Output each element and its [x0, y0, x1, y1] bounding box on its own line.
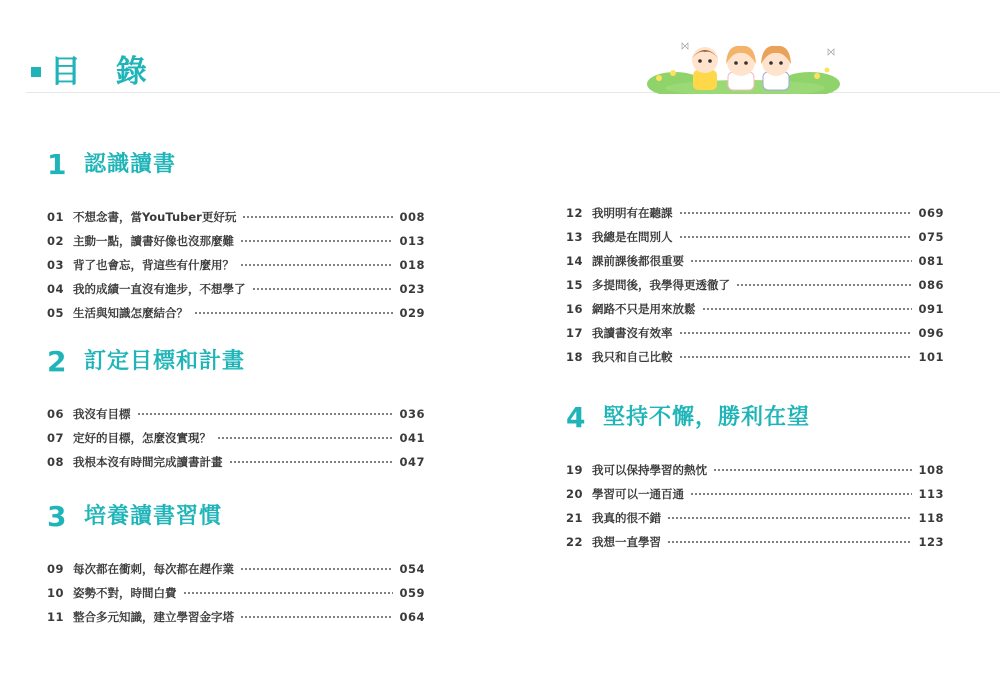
- entry-title: 網路不只是用來放鬆: [592, 302, 696, 316]
- dot-leader: [702, 308, 913, 310]
- dot-leader: [240, 264, 393, 266]
- toc-entry[interactable]: [47, 450, 425, 474]
- toc-entry[interactable]: [566, 321, 944, 345]
- entry-number: 11: [47, 610, 65, 624]
- toc-entry[interactable]: [47, 426, 425, 450]
- entry-page: 041: [399, 431, 425, 445]
- toc-entry[interactable]: [47, 581, 425, 605]
- toc-left-column: [47, 145, 425, 629]
- toc-entry[interactable]: [566, 345, 944, 369]
- entry-page: 064: [399, 610, 425, 624]
- section-title: 訂定目標和計畫: [84, 349, 246, 374]
- entry-title: 我真的很不錯: [592, 511, 661, 525]
- entry-page: 075: [918, 230, 944, 244]
- toc-section: [47, 145, 425, 325]
- dot-leader: [240, 568, 393, 570]
- entry-page: 101: [918, 350, 944, 364]
- entry-title: 課前課後都很重要: [592, 254, 684, 268]
- dot-leader: [217, 437, 393, 439]
- dot-leader: [679, 332, 913, 334]
- entry-title: 我讀書沒有效率: [592, 326, 673, 340]
- entry-page: 081: [918, 254, 944, 268]
- dot-leader: [713, 469, 912, 471]
- toc-section: [47, 497, 425, 629]
- entry-title: 生活與知識怎麼結合？: [73, 306, 188, 320]
- entry-title: 我的成績一直沒有進步，不想學了: [73, 282, 246, 296]
- toc-entry[interactable]: [47, 402, 425, 426]
- toc-entry[interactable]: [566, 482, 944, 506]
- entry-number: 20: [566, 487, 584, 501]
- dot-leader: [240, 616, 393, 618]
- entry-number: 05: [47, 306, 65, 320]
- toc-entry[interactable]: [566, 506, 944, 530]
- toc-entry[interactable]: [47, 205, 425, 229]
- dot-leader: [679, 236, 913, 238]
- entry-number: 16: [566, 302, 584, 316]
- dot-leader: [679, 212, 913, 214]
- entry-number: 12: [566, 206, 584, 220]
- entry-title: 主動一點，讀書好像也沒那麼難: [73, 234, 234, 248]
- entry-page: 118: [918, 511, 944, 525]
- entry-title: 姿勢不對，時間白費: [73, 586, 177, 600]
- entry-title: 我只和自己比較: [592, 350, 673, 364]
- dot-leader: [667, 541, 912, 543]
- toc-section: [47, 342, 425, 474]
- toc-right-column: [566, 201, 944, 554]
- entry-number: 08: [47, 455, 65, 469]
- entry-title: 我明明有在聽課: [592, 206, 673, 220]
- toc-entry[interactable]: [566, 201, 944, 225]
- toc-entry[interactable]: [566, 273, 944, 297]
- dot-leader: [252, 288, 394, 290]
- page-title: 目 錄: [50, 54, 159, 90]
- entry-page: 096: [918, 326, 944, 340]
- entry-title: 整合多元知識，建立學習金字塔: [73, 610, 234, 624]
- dot-leader: [736, 284, 912, 286]
- entry-number: 09: [47, 562, 65, 576]
- entry-page: 018: [399, 258, 425, 272]
- dot-leader: [229, 461, 394, 463]
- entry-title: 我想一直學習: [592, 535, 661, 549]
- entry-page: 091: [918, 302, 944, 316]
- section-title: 認識讀書: [84, 152, 177, 177]
- entry-number: 17: [566, 326, 584, 340]
- entry-page: 086: [918, 278, 944, 292]
- entry-number: 01: [47, 210, 65, 224]
- entry-title: 我沒有目標: [73, 407, 131, 421]
- entry-title: 多提問後，我學得更透徹了: [592, 278, 730, 292]
- dot-leader: [240, 240, 393, 242]
- section-title: 堅持不懈，勝利在望: [603, 405, 811, 430]
- entry-title: 背了也會忘，背這些有什麼用？: [73, 258, 234, 272]
- toc-entry[interactable]: [566, 225, 944, 249]
- toc-entry[interactable]: [47, 301, 425, 325]
- section-number: 3: [47, 500, 67, 533]
- section-number: 4: [566, 401, 586, 434]
- toc-section-continued: [566, 201, 944, 369]
- section-title: 培養讀書習慣: [84, 504, 223, 529]
- title-square-marker: [31, 67, 41, 77]
- toc-entry[interactable]: [566, 249, 944, 273]
- section-heading: [47, 342, 425, 382]
- entry-page: 108: [918, 463, 944, 477]
- entry-page: 113: [918, 487, 944, 501]
- entry-number: 15: [566, 278, 584, 292]
- dot-leader: [137, 413, 394, 415]
- entry-number: 06: [47, 407, 65, 421]
- section-number: 2: [47, 345, 67, 378]
- section-number: 1: [47, 148, 67, 181]
- entry-title: 我總是在問別人: [592, 230, 673, 244]
- toc-entry[interactable]: [47, 557, 425, 581]
- entry-title: 不想念書，當YouTuber更好玩: [73, 210, 237, 224]
- toc-entry[interactable]: [47, 605, 425, 629]
- section-heading: [566, 398, 944, 438]
- entry-number: 03: [47, 258, 65, 272]
- entry-page: 069: [918, 206, 944, 220]
- entry-number: 14: [566, 254, 584, 268]
- dot-leader: [242, 216, 393, 218]
- entry-page: 013: [399, 234, 425, 248]
- entry-page: 029: [399, 306, 425, 320]
- entry-page: 054: [399, 562, 425, 576]
- entry-number: 22: [566, 535, 584, 549]
- entry-number: 19: [566, 463, 584, 477]
- entry-page: 047: [399, 455, 425, 469]
- dot-leader: [183, 592, 394, 594]
- dot-leader: [667, 517, 912, 519]
- toc-entry[interactable]: [566, 297, 944, 321]
- entry-number: 18: [566, 350, 584, 364]
- entry-title: 每次都在衝刺，每次都在趕作業: [73, 562, 234, 576]
- entry-number: 13: [566, 230, 584, 244]
- entry-page: 036: [399, 407, 425, 421]
- entry-title: 我可以保持學習的熱忱: [592, 463, 707, 477]
- entry-number: 10: [47, 586, 65, 600]
- toc-entry[interactable]: [47, 229, 425, 253]
- cartoon-children-illustration: [645, 38, 840, 94]
- entry-number: 02: [47, 234, 65, 248]
- entry-number: 07: [47, 431, 65, 445]
- entry-title: 定好的目標，怎麼沒實現？: [73, 431, 211, 445]
- entry-page: 008: [399, 210, 425, 224]
- toc-section: [566, 398, 944, 554]
- entry-page: 123: [918, 535, 944, 549]
- dot-leader: [690, 493, 912, 495]
- dot-leader: [679, 356, 913, 358]
- header-divider: [26, 92, 1000, 93]
- section-heading: [47, 145, 425, 185]
- entry-title: 學習可以一通百通: [592, 487, 684, 501]
- entry-number: 04: [47, 282, 65, 296]
- dot-leader: [690, 260, 912, 262]
- entry-number: 21: [566, 511, 584, 525]
- toc-entry[interactable]: [47, 253, 425, 277]
- section-heading: [47, 497, 425, 537]
- entry-page: 023: [399, 282, 425, 296]
- toc-entry[interactable]: [47, 277, 425, 301]
- page-header: [0, 0, 1000, 100]
- entry-title: 我根本沒有時間完成讀書計畫: [73, 455, 223, 469]
- entry-page: 059: [399, 586, 425, 600]
- dot-leader: [194, 312, 393, 314]
- toc-entry[interactable]: [566, 530, 944, 554]
- toc-entry[interactable]: [566, 458, 944, 482]
